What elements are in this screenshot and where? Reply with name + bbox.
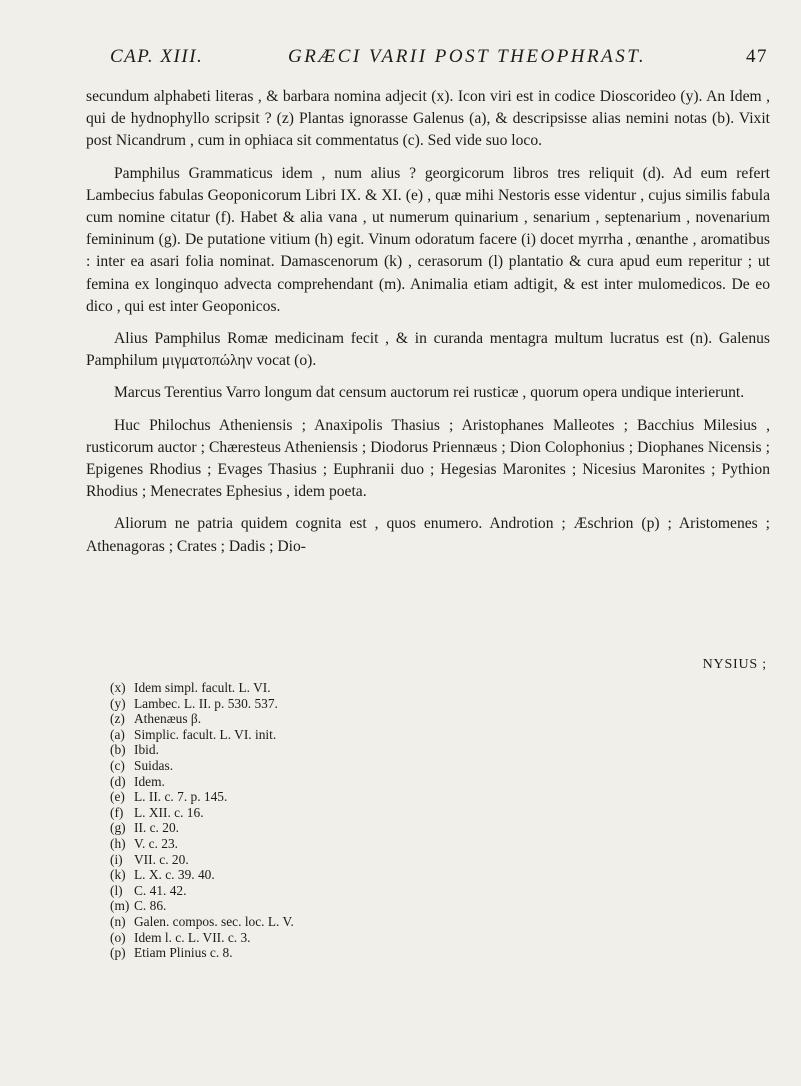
footnote-text: L. II. c. 7. p. 145.: [134, 789, 228, 805]
footnote: [110, 758, 610, 774]
footnote: [110, 898, 610, 914]
paragraph: Pamphilus Grammaticus idem , num alius ? georgicorum libros tres reliquit (d). Ad eum refert Lambecius fabulas Geoponicorum Libri IX. & XI. (e) , quæ mihi Nestoris esse videntur , cujus similis fabula cum nomine citatur (f). Habet & alia vana , ut numerum quinarium , senarium , septenarium , novenarium femininum (g). De putatione vitium (h) egit. Vinum odoratum facere (i) docet myrrha , œnanthe , aromatibus : inter ea asari folia nominat. Damascenorum (k) , cerasorum (l) plantatio & cura apud eum reperitur ; ut femina ex longinquo advecta comprehendant (m). Animalia etiam adtigit, & est inter mulomedicos. De eo dico , qui est inter Geoponicos.: [86, 164, 770, 315]
footnote-label: (c): [110, 757, 125, 773]
footnote-text: Idem simpl. facult. L. VI.: [134, 680, 271, 695]
footnote: [110, 680, 610, 696]
footnote: [110, 930, 610, 946]
footnote-text: C. 41. 42.: [134, 882, 187, 898]
footnote-label: (e): [110, 789, 125, 805]
footnote: [110, 852, 610, 868]
paragraph: Alius Pamphilus Romæ medicinam fecit , & in curanda mentagra multum lucratus est (n). Galenus Pamphilum μιγματοπώλην vocat (o).: [86, 330, 770, 370]
footnote-text: C. 86.: [134, 898, 167, 914]
footnote-label: (g): [110, 820, 126, 836]
footnote-label: (z): [110, 711, 125, 727]
paragraph: Huc Philochus Atheniensis ; Anaxipolis Thasius ; Aristophanes Malleotes ; Bacchius Milesius , rusticorum auctor ; Chæresteus Atheniensis ; Diodorus Priennæus ; Dion Colophonius ; Diophanes Nicensis ; Epigenes Rhodius ; Evages Thasius ; Euphranii duo ; Hegesias Maronites ; Nicesius Maronites ; Pythion Rhodius ; Menecrates Ephesius , idem poeta.: [86, 416, 770, 501]
footnote-label: (k): [110, 867, 126, 883]
catchword: NYSIUS ;: [702, 657, 767, 672]
footnotes: [110, 680, 610, 961]
footnote-text: Athenæus β.: [134, 711, 202, 727]
footnote-label: (b): [110, 742, 126, 758]
footnote-label: (f): [110, 804, 124, 820]
footnote-label: (d): [110, 773, 126, 789]
footnote-text: Suidas.: [134, 757, 174, 773]
chapter-label: CAP. XIII.: [110, 46, 204, 67]
footnote: [110, 696, 610, 712]
footnote: [110, 805, 610, 821]
footnote-text: V. c. 23.: [134, 835, 179, 851]
footnote-label: (m): [110, 898, 130, 914]
footnote-label: (y): [110, 695, 126, 711]
footnote: [110, 727, 610, 743]
paragraph: Marcus Terentius Varro longum dat censum auctorum rei rusticæ , quorum opera undique interierunt.: [114, 384, 745, 402]
page-number: 47: [746, 46, 768, 67]
footnote: [110, 820, 610, 836]
footnote-label: (n): [110, 913, 126, 929]
footnote-label: (a): [110, 726, 125, 742]
paragraph: Aliorum ne patria quidem cognita est , quos enumero. Androtion ; Æschrion (p) ; Aristomenes ; Athenagoras ; Crates ; Dadis ; Dio-: [86, 515, 770, 555]
footnote: [110, 774, 610, 790]
footnote-text: Idem.: [134, 773, 165, 789]
running-header: [88, 46, 768, 76]
footnote-text: Ibid.: [134, 742, 159, 758]
footnote-label: (l): [110, 882, 123, 898]
footnote-text: Idem l. c. L. VII. c. 3.: [134, 929, 251, 945]
main-text: [86, 86, 770, 568]
footnote-label: (o): [110, 929, 126, 945]
footnote-text: L. X. c. 39. 40.: [134, 867, 215, 883]
footnote-text: Etiam Plinius c. 8.: [134, 945, 233, 961]
footnote-label: (p): [110, 945, 126, 961]
footnote-text: Simplic. facult. L. VI. init.: [134, 726, 277, 742]
footnote-label: (h): [110, 835, 126, 851]
footnote-text: II. c. 20.: [134, 820, 179, 836]
footnote: [110, 914, 610, 930]
footnote: [110, 867, 610, 883]
footnote-text: Lambec. L. II. p. 530. 537.: [134, 695, 278, 711]
footnote-text: VII. c. 20.: [134, 851, 189, 867]
footnote-text: L. XII. c. 16.: [134, 804, 204, 820]
footnote: [110, 742, 610, 758]
footnote-label: (i): [110, 851, 123, 867]
footnote: [110, 789, 610, 805]
footnote: [110, 836, 610, 852]
paragraph: secundum alphabeti literas , & barbara nomina adjecit (x). Icon viri est in codice Dioscorideo (y). An Idem , qui de hydnophyllo scripsit ? (z) Plantas ignorasse Galenus (a), & descripsisse alias nemini notas (b). Vixit post Nicandrum , cum in ophiaca sit commentatus (c). Sed vide suo loco.: [86, 88, 770, 150]
footnote: [110, 883, 610, 899]
footnote-text: Galen. compos. sec. loc. L. V.: [134, 913, 294, 929]
footnote-label: (x): [110, 680, 126, 695]
footnote: [110, 945, 610, 961]
footnote: [110, 711, 610, 727]
running-title: GRÆCI VARII POST THEOPHRAST.: [288, 46, 647, 67]
